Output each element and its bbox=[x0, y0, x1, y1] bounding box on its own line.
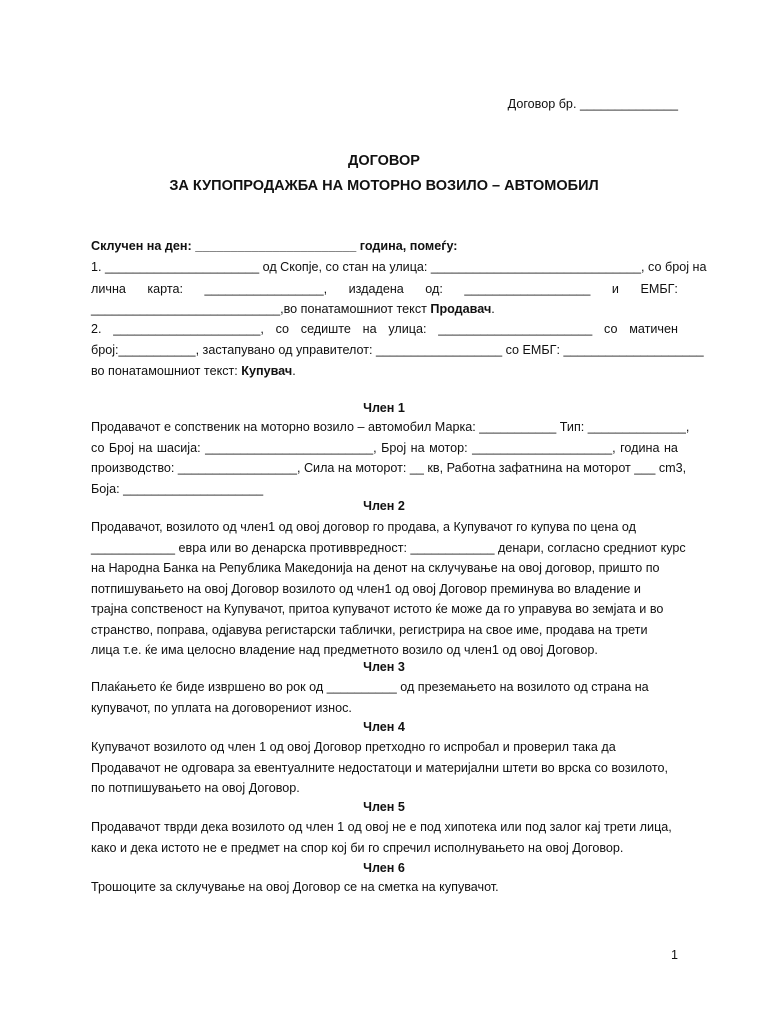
article-heading: Член 6 bbox=[363, 861, 405, 875]
word: _________________, bbox=[204, 282, 328, 296]
word: седиште bbox=[300, 322, 351, 336]
article-line: Боја: ____________________ bbox=[91, 481, 264, 496]
seller-line: ___________________________,во понатамошниот текст Продавач. bbox=[91, 302, 495, 316]
article-heading: Член 1 bbox=[363, 401, 405, 415]
word: на bbox=[138, 440, 153, 455]
article-line: Продавачот тврди дека возилото од член 1 од овој не е под хипотека или под залог кај трети лица, bbox=[91, 820, 672, 834]
article-line: Продавачот е сопственик на моторно возило – автомобил Марка: ___________ Тип: ______________, bbox=[91, 420, 690, 434]
party-role: Купувач bbox=[241, 364, 293, 378]
word: од: bbox=[425, 282, 443, 296]
word: Број bbox=[108, 440, 134, 455]
article-line: трајна сопственост на Купувачот, притоа купувачот истото ќе може да го управува во земјата и во bbox=[91, 602, 664, 616]
article-line: Трошоците за склучување на овој Договор се на сметка на купувачот. bbox=[91, 880, 499, 894]
page-number: 1 bbox=[670, 948, 678, 962]
buyer-line: број:___________, застапувано од управителот: __________________ со ЕМБГ: ____________________ bbox=[91, 343, 704, 357]
article-line: по потпишувањето на овој Договор. bbox=[91, 781, 300, 795]
article-heading: Член 2 bbox=[363, 499, 405, 513]
word: шасија: bbox=[156, 440, 201, 455]
article-line: Купувачот возилото од член 1 од овој Договор претходно го испробал и проверил така да bbox=[91, 740, 616, 754]
word: __________________ bbox=[464, 282, 591, 296]
article-line bbox=[91, 438, 678, 458]
title-main: ДОГОВОР bbox=[348, 153, 420, 169]
word: матичен bbox=[629, 322, 678, 336]
word: лична bbox=[91, 282, 126, 296]
article-line: Плаќањето ќе биде извршено во рок од __________ од преземањето на возилото од страна на bbox=[91, 680, 649, 694]
word: со bbox=[275, 322, 290, 336]
title-sub: ЗА КУПОПРОДАЖБА НА МОТОРНО ВОЗИЛО – АВТОМОБИЛ bbox=[169, 178, 599, 194]
contract-number: Договор бр. ______________ bbox=[507, 97, 678, 111]
article-line: производство: _________________, Сила на моторот: __ кв, Работна зафатнина на моторот ___ cm3, bbox=[91, 461, 687, 475]
word: со bbox=[604, 322, 618, 336]
article-heading: Член 3 bbox=[363, 660, 405, 674]
buyer-line bbox=[91, 319, 678, 339]
word: и bbox=[611, 282, 619, 296]
concluded-line: Склучен на ден: _______________________ година, помеѓу: bbox=[91, 239, 458, 253]
article-line: како и дека истото не е предмет на спор кој би го спречил исполнувањето на овој Договор. bbox=[91, 840, 624, 855]
word: на bbox=[362, 322, 377, 336]
article-line: странство, поправа, одјавува регистарски таблички, регистрира на свое име, продава на трети bbox=[91, 622, 648, 637]
word: улица: bbox=[388, 322, 427, 336]
article-line: купувачот, по уплата на договорениот износ. bbox=[91, 700, 352, 715]
party-role: Продавач bbox=[430, 302, 492, 316]
word: 2. bbox=[91, 322, 102, 336]
article-line: лица т.е. ќе има целосно владение над предметното возило од член1 од овој Договор. bbox=[91, 643, 598, 657]
word: на bbox=[410, 440, 425, 455]
word: со bbox=[91, 440, 105, 455]
word: година bbox=[620, 440, 660, 455]
word: на bbox=[663, 440, 678, 455]
article-heading: Член 5 bbox=[363, 800, 405, 814]
article-line: потпишувањето на овој Договор возилото од член1 од овој Договор преминува во владение и bbox=[91, 581, 641, 596]
word: издадена bbox=[348, 282, 404, 296]
seller-line: 1. ______________________ од Скопје, со стан на улица: ______________________________, со број на bbox=[91, 260, 707, 274]
article-heading: Член 4 bbox=[363, 720, 405, 734]
seller-line bbox=[91, 279, 678, 299]
word: ЕМБГ: bbox=[640, 282, 678, 296]
word: карта: bbox=[147, 282, 184, 296]
article-line: Продавачот не одговара за евентуалните недостатоци и материјални штети во врска со возилото, bbox=[91, 760, 668, 775]
buyer-line: во понатамошниот текст: Купувач. bbox=[91, 364, 296, 378]
word: Број bbox=[381, 440, 407, 455]
word: ______________________ bbox=[438, 322, 593, 336]
article-line: на Народна Банка на Република Македонија на денот на склучување на овој договор, пришто по bbox=[91, 561, 660, 575]
word: ____________________, bbox=[472, 440, 616, 455]
word: _____________________, bbox=[113, 322, 264, 336]
article-line: Продавачот, возилото од член1 од овој договор го продава, а Купувачот го купува по цена од bbox=[91, 520, 636, 534]
word: ________________________, bbox=[205, 440, 377, 455]
article-line: ____________ евра или во денарска противвредност: ____________ денари, согласно средниот курс bbox=[91, 540, 686, 555]
word: мотор: bbox=[429, 440, 468, 455]
